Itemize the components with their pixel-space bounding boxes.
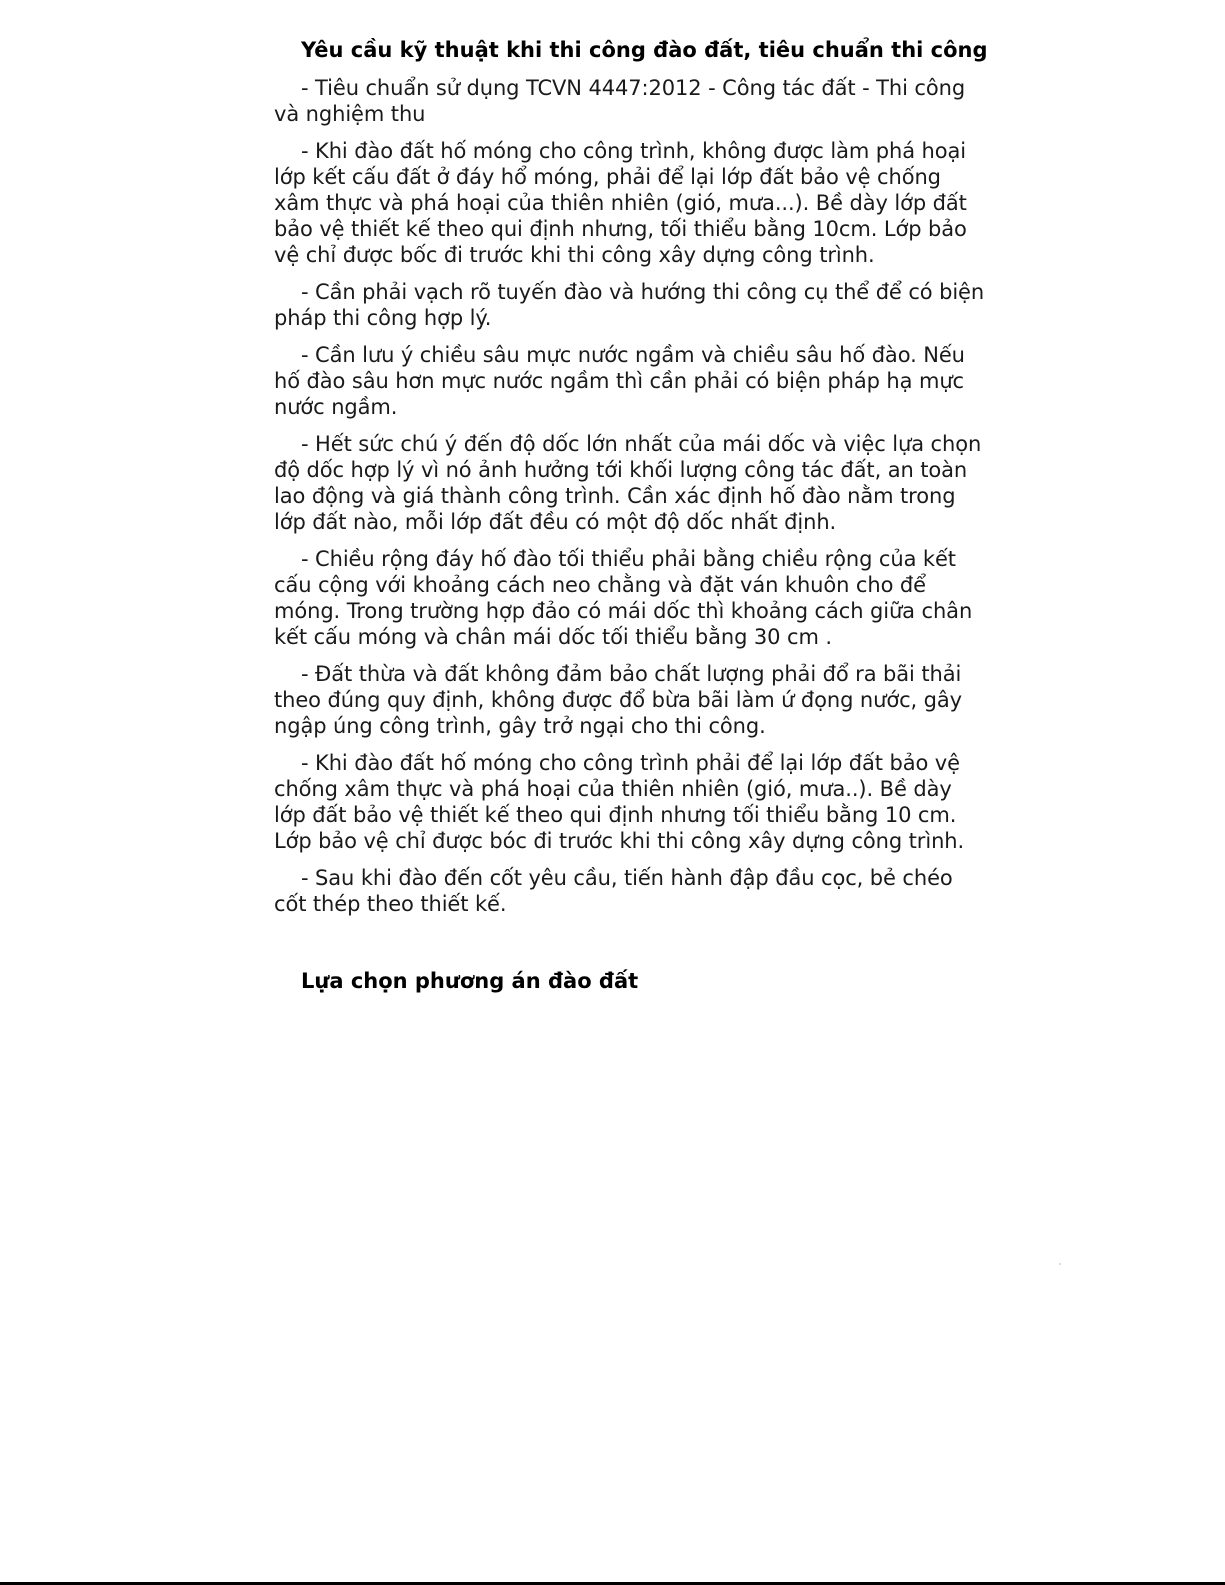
paragraph-excavation-route: - Cần phải vạch rõ tuyến đào và hướng thi công cụ thể để có biện pháp thi công hợp lý. — [274, 280, 985, 330]
paragraph-excess-soil: - Đất thừa và đất không đảm bảo chất lượng phải đổ ra bãi thải theo đúng quy định, không được đổ bừa bãi làm ứ đọng nước, gây ngập úng công trình, gây trở ngại cho thi công. — [274, 662, 963, 738]
paragraph-protective-layer: - Khi đào đất hố móng cho công trình, không được làm phá hoại lớp kết cấu đất ở đáy hổ móng, phải để lại lớp đất bảo vệ chống xâm thực và phá hoại của thiên nhiên (gió, mưa...). Bề dày lớp đất bảo vệ thiết kế theo qui định nhưng, tối thiểu bằng 10cm. Lớp bảo vệ chỉ được bốc đi trước khi thi công xây dựng công trình. — [274, 139, 967, 267]
paragraph-slope: - Hết sức chú ý đến độ dốc lớn nhất của mái dốc và việc lựa chọn độ dốc hợp lý vì nó ảnh hưởng tới khối lượng công tác đất, an toàn lao động và giá thành công trình. Cần xác định hố đào nằm trong lớp đất nào, mỗi lớp đất đều có một độ dốc nhất định. — [274, 432, 982, 534]
paragraph-protective-layer-2: - Khi đào đất hố móng cho công trình phải để lại lớp đất bảo vệ chống xâm thực và phá hoại của thiên nhiên (gió, mưa..). Bề dày lớp đất bảo vệ thiết kế theo qui định nhưng tối thiểu bằng 10 cm. Lớp bảo vệ chỉ được bóc đi trước khi thi công xây dựng công trình. — [274, 751, 965, 853]
paragraph-groundwater: - Cần lưu ý chiều sâu mực nước ngầm và chiều sâu hố đào. Nếu hố đào sâu hơn mực nước ngầm thì cần phải có biện pháp hạ mực nước ngầm. — [274, 343, 965, 419]
paragraph-pit-width: - Chiều rộng đáy hố đào tối thiểu phải bằng chiều rộng của kết cấu cộng với khoảng cách neo chằng và đặt ván khuôn cho để móng. Trong trường hợp đảo có mái dốc thì khoảng cách giữa chân kết cấu móng và chân mái dốc tối thiểu bằng 30 cm . — [274, 547, 973, 649]
paragraph-pile-head: - Sau khi đào đến cốt yêu cầu, tiến hành đập đầu cọc, bẻ chéo cốt thép theo thiết kế. — [274, 866, 953, 916]
section-heading-requirements: Yêu cầu kỹ thuật khi thi công đào đất, tiêu chuẩn thi công — [301, 38, 988, 62]
scan-speck — [1059, 1263, 1061, 1265]
document-page — [274, 36, 986, 995]
section-heading-excavation-options: Lựa chọn phương án đào đất — [301, 969, 639, 993]
paragraph-standard: - Tiêu chuẩn sử dụng TCVN 4447:2012 - Công tác đất - Thi công và nghiệm thu — [274, 76, 966, 126]
